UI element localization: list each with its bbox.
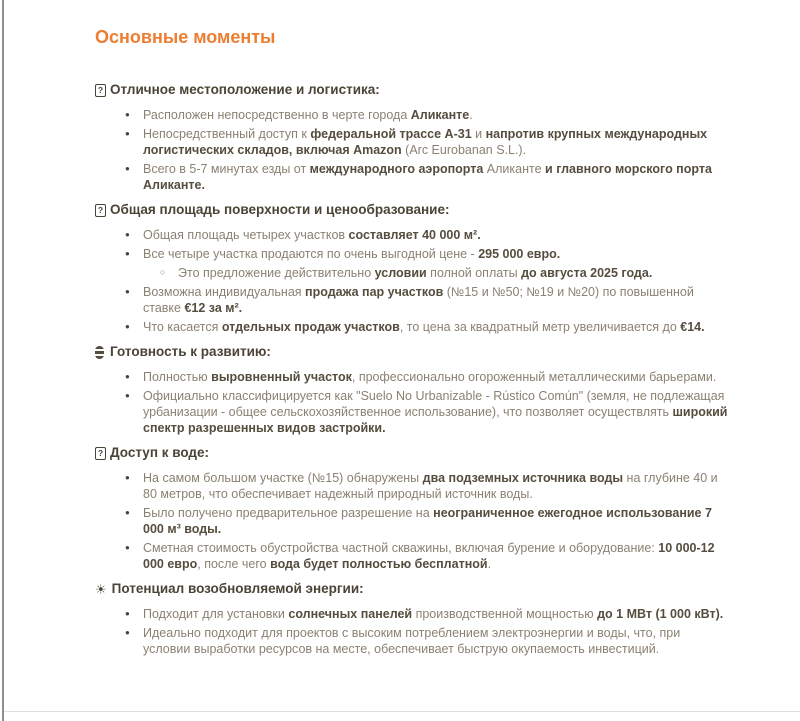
list-item bbox=[95, 126, 728, 158]
bullet-dot-icon: ● bbox=[125, 391, 130, 400]
list-item-text bbox=[143, 505, 728, 537]
text-segment: Аликанте bbox=[483, 162, 546, 176]
bold-text-segment: федеральной трассе A-31 bbox=[310, 127, 472, 141]
text-segment: , после чего bbox=[197, 557, 271, 571]
bullet-dot-icon: ● bbox=[125, 508, 130, 517]
section-heading-text: Потенциал возобновляемой энергии: bbox=[111, 581, 364, 596]
text-segment: Было получено предварительное разрешение на bbox=[143, 506, 434, 520]
list-item-text bbox=[178, 265, 728, 281]
section bbox=[95, 201, 728, 335]
bullet-dot-icon: ● bbox=[125, 230, 130, 239]
bold-text-segment: вода будет полностью бесплатной bbox=[270, 557, 488, 571]
list-item bbox=[95, 246, 728, 262]
bullet-dot-icon: ● bbox=[125, 129, 130, 138]
text-segment: и bbox=[471, 127, 486, 141]
text-segment: полной оплаты bbox=[426, 266, 522, 280]
question-box-icon: ? bbox=[95, 447, 106, 460]
list-item bbox=[95, 470, 728, 502]
text-segment: Полностью bbox=[143, 370, 212, 384]
bold-text-segment: до 1 МВт (1 000 кВт). bbox=[597, 607, 724, 621]
bullet-list bbox=[95, 369, 728, 436]
question-box-icon: ? bbox=[95, 84, 106, 97]
section bbox=[95, 444, 728, 572]
bullet-dot-icon: ● bbox=[125, 322, 130, 331]
bullet-dot-icon: ● bbox=[125, 287, 130, 296]
text-segment: (Arc Eurobanan S.L.). bbox=[401, 143, 527, 157]
text-segment: Это предложение действительно bbox=[178, 266, 375, 280]
section-heading bbox=[95, 201, 728, 219]
bullet-dot-icon: ● bbox=[125, 628, 130, 637]
list-item-text bbox=[143, 227, 728, 243]
text-segment: , то цена за квадратный метр увеличивается до bbox=[399, 320, 681, 334]
bullet-dot-icon: ● bbox=[125, 609, 130, 618]
text-segment: , профессионально огороженный металлическими барьерами. bbox=[351, 370, 717, 384]
list-item-text bbox=[143, 161, 728, 193]
text-segment: Общая площадь четырех участков bbox=[143, 228, 349, 242]
list-item-text bbox=[143, 540, 728, 572]
bold-text-segment: широкий спектр разрешенных видов застройки. bbox=[143, 405, 728, 435]
section-heading bbox=[95, 444, 728, 462]
bullet-list bbox=[95, 227, 728, 335]
bold-text-segment: выровненный участок bbox=[211, 370, 352, 384]
construction-icon bbox=[95, 346, 104, 359]
section-heading bbox=[95, 81, 728, 99]
text-segment: Все четыре участка продаются по очень выгодной цене - bbox=[143, 247, 479, 261]
list-item-text bbox=[143, 246, 728, 262]
bold-text-segment: два подземных источника воды bbox=[422, 471, 624, 485]
section bbox=[95, 580, 728, 657]
text-segment: Сметная стоимость обустройства частной скважины, включая бурение и оборудование: bbox=[143, 541, 659, 555]
list-item-text bbox=[143, 388, 728, 436]
bold-text-segment: €12 за м². bbox=[184, 301, 243, 315]
list-item bbox=[95, 161, 728, 193]
bullet-dot-icon: ● bbox=[125, 249, 130, 258]
sections-container bbox=[95, 81, 728, 657]
bold-text-segment: и главного морского порта Аликанте. bbox=[143, 162, 712, 192]
list-item bbox=[95, 369, 728, 385]
section-heading bbox=[95, 343, 728, 361]
bold-text-segment: международного аэропорта bbox=[309, 162, 484, 176]
list-item bbox=[95, 284, 728, 316]
bottom-divider bbox=[4, 711, 800, 712]
bold-text-segment: продажа пар участков bbox=[305, 285, 444, 299]
text-segment: Всего в 5-7 минутах езды от bbox=[143, 162, 310, 176]
text-segment: На самом большом участке (№15) обнаружены bbox=[143, 471, 423, 485]
list-item-text bbox=[143, 369, 728, 385]
bullet-dot-icon: ● bbox=[125, 164, 130, 173]
bullet-list bbox=[95, 107, 728, 193]
text-segment: производственной мощностью bbox=[412, 607, 598, 621]
list-item bbox=[95, 625, 728, 657]
bullet-list bbox=[95, 470, 728, 572]
bullet-dot-icon: ● bbox=[125, 473, 130, 482]
bold-text-segment: 10 000-12 000 евро bbox=[143, 541, 715, 571]
list-item-text bbox=[143, 319, 728, 335]
section-heading-text: Отличное местоположение и логистика: bbox=[110, 82, 380, 97]
bullet-dot-icon: ● bbox=[125, 372, 130, 381]
text-segment: . bbox=[487, 557, 492, 571]
list-item-text bbox=[143, 126, 728, 158]
page-left-border bbox=[2, 0, 4, 721]
bullet-dot-icon: ● bbox=[125, 110, 130, 119]
bold-text-segment: составляет 40 000 м². bbox=[348, 228, 481, 242]
sun-icon: ☀ bbox=[95, 581, 107, 597]
list-item bbox=[95, 107, 728, 123]
list-item-text bbox=[143, 470, 728, 502]
bold-text-segment: солнечных панелей bbox=[288, 607, 413, 621]
bullet-list bbox=[95, 606, 728, 657]
section-heading-text: Готовность к развитию: bbox=[110, 344, 271, 359]
bold-text-segment: €14. bbox=[680, 320, 705, 334]
text-segment: . bbox=[469, 108, 473, 122]
bold-text-segment: напротив крупных международных логистических складов, включая Amazon bbox=[143, 127, 708, 157]
text-segment: Официально классифицируется как "Suelo No Urbanizable - Rústico Común" (земля, не подлежащая урбанизации - общее сельскохозяйственное использование), что позволяет осуществлять bbox=[143, 389, 725, 419]
list-item-text bbox=[143, 625, 728, 657]
list-item-text bbox=[143, 107, 728, 123]
bold-text-segment: неограниченное ежегодное использование 7 000 м³ воды. bbox=[143, 506, 712, 536]
list-item bbox=[95, 540, 728, 572]
text-segment: Идеально подходит для проектов с высоким потреблением электроэнергии и воды, что, при условии выработки ресурсов на месте, обеспечивает быструю окупаемость инвестиций. bbox=[143, 626, 681, 656]
section-heading-text: Общая площадь поверхности и ценообразование: bbox=[110, 202, 450, 217]
list-item-text bbox=[143, 284, 728, 316]
bold-text-segment: условии bbox=[374, 266, 427, 280]
text-segment: Что касается bbox=[143, 320, 222, 334]
bold-text-segment: Аликанте bbox=[410, 108, 470, 122]
list-item-text bbox=[143, 606, 728, 622]
list-item bbox=[95, 505, 728, 537]
list-item bbox=[95, 227, 728, 243]
list-item bbox=[95, 265, 728, 281]
bullet-dot-icon: ● bbox=[125, 543, 130, 552]
list-item bbox=[95, 319, 728, 335]
bold-text-segment: отдельных продаж участков bbox=[221, 320, 400, 334]
list-item bbox=[95, 388, 728, 436]
list-item bbox=[95, 606, 728, 622]
bullet-circle-icon: ○ bbox=[160, 267, 166, 277]
text-segment: (№15 и №50; №19 и №20) по повышенной ставке bbox=[143, 285, 694, 315]
text-segment: Подходит для установки bbox=[143, 607, 289, 621]
bold-text-segment: до августа 2025 года. bbox=[521, 266, 653, 280]
page-title: Основные моменты bbox=[95, 27, 276, 47]
question-box-icon: ? bbox=[95, 204, 106, 217]
section-heading-text: Доступ к воде: bbox=[110, 445, 209, 460]
bold-text-segment: 295 000 евро. bbox=[478, 247, 561, 261]
section-heading bbox=[95, 580, 728, 598]
text-segment: Возможна индивидуальная bbox=[143, 285, 306, 299]
text-segment: Расположен непосредственно в черте города bbox=[143, 108, 411, 122]
section bbox=[95, 343, 728, 436]
text-segment: Непосредственный доступ к bbox=[143, 127, 311, 141]
text-segment: на глубине 40 и 80 метров, что обеспечивает надежный природный источник воды. bbox=[143, 471, 718, 501]
section bbox=[95, 81, 728, 193]
